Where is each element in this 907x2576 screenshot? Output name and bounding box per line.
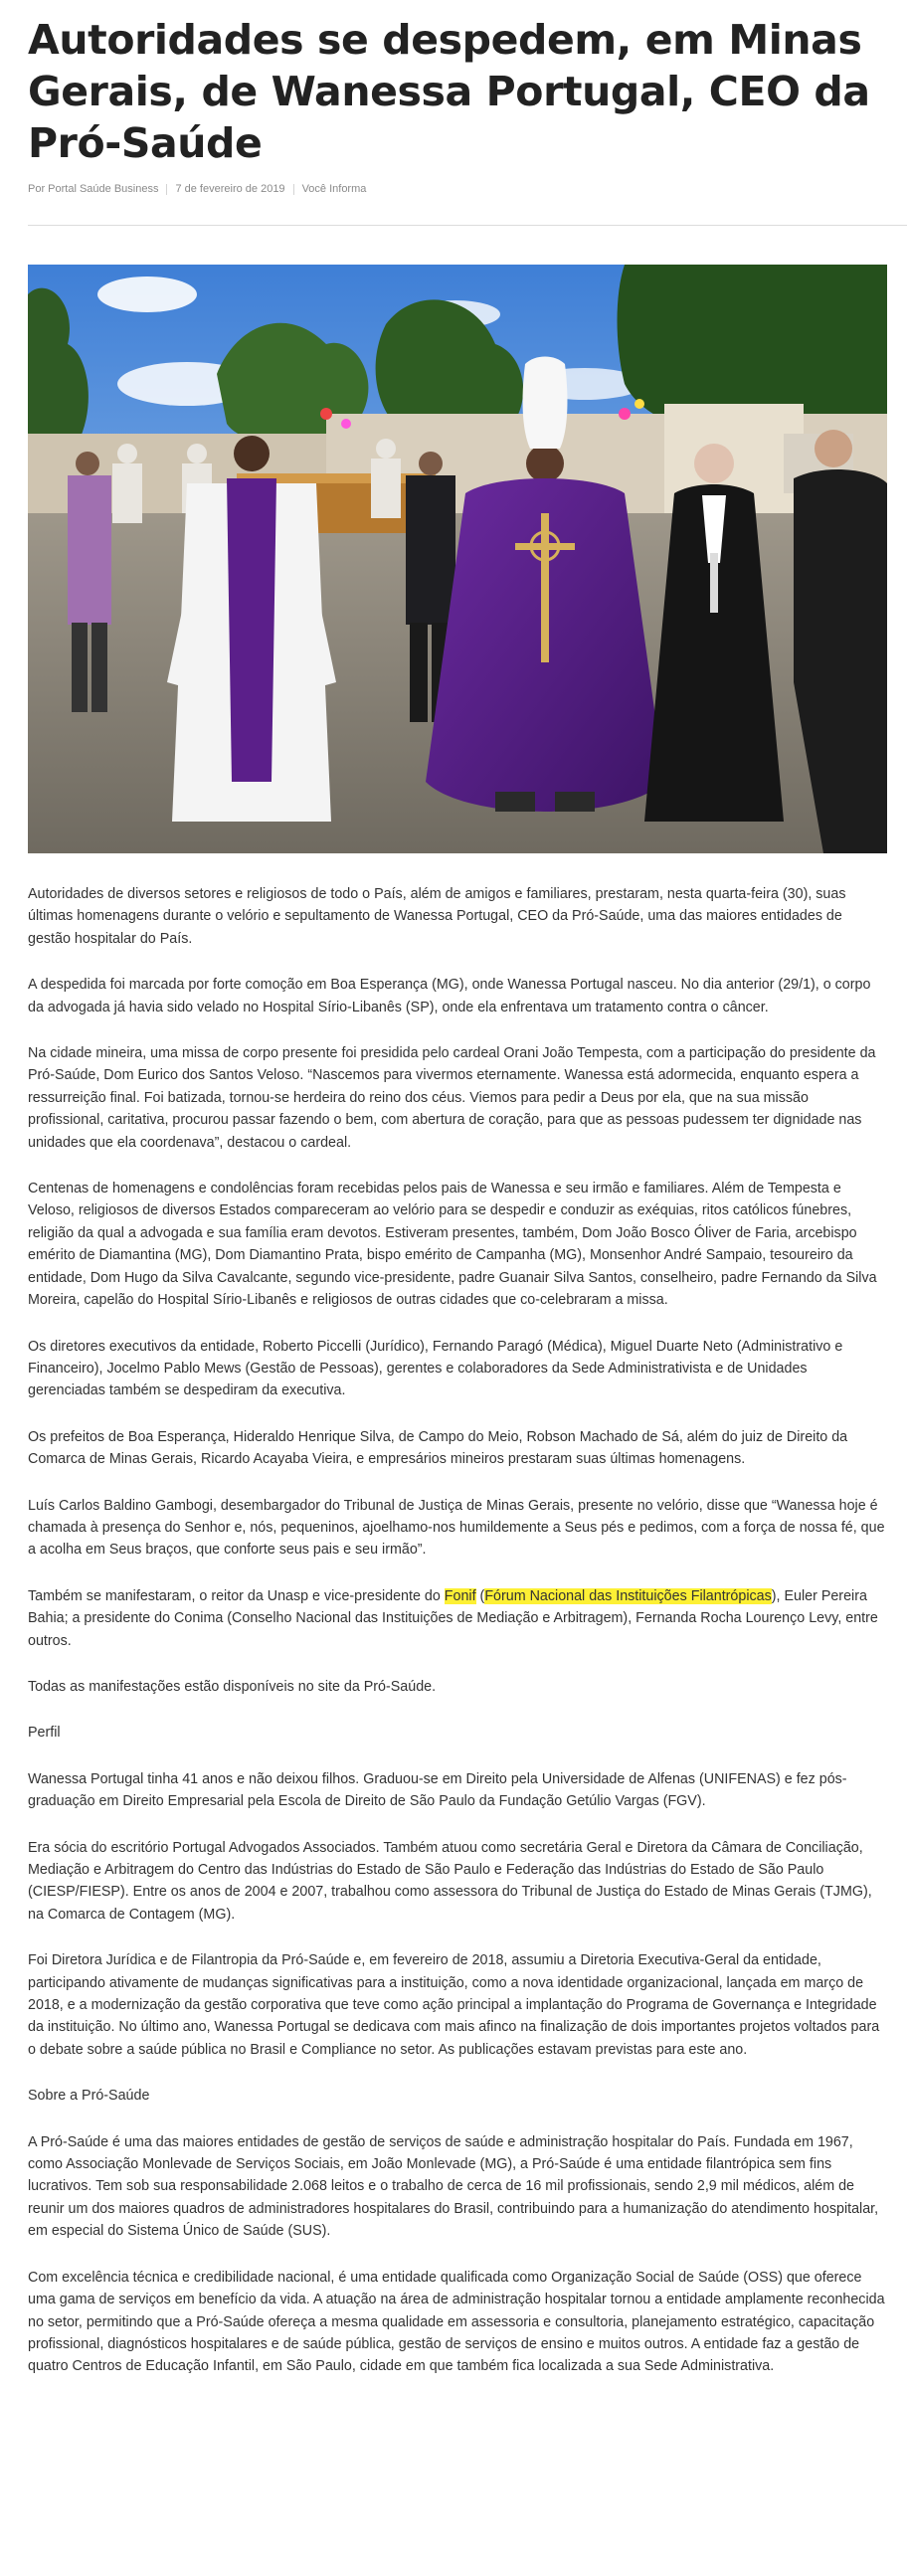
meta-divider bbox=[293, 184, 294, 195]
article-body bbox=[28, 883, 887, 2402]
meta-divider bbox=[166, 184, 167, 195]
body-paragraph: Foi Diretora Jurídica e de Filantropia da Pró-Saúde e, em fevereiro de 2018, assumiu a Diretoria Executiva-Geral da entidade, participando ativamente de mudanças significativas para a instituição, como a nova identidade organizacional, lançada em março de 2018, e a modernização da gestão corporativa que teve como ação principal a implantação do Programa de Governança e Integridade da instituição. No último ano, Wanessa Portugal se dedicava com mais afinco na finalização de dois importantes projetos voltados para o debate sobre a saúde pública no Brasil e Compliance no setor. As publicações estavam previstas para este ano. bbox=[28, 1952, 880, 2058]
body-paragraph: Os prefeitos de Boa Esperança, Hideraldo Henrique Silva, de Campo do Meio, Robson Machado de Sá, além do juiz de Direito da Comarca de Minas Gerais, Ricardo Acayaba Vieira, e empresários mineiros prestaram suas últimas homenagens. bbox=[28, 1428, 848, 1468]
body-paragraph: Luís Carlos Baldino Gambogi, desembargador do Tribunal de Justiça de Minas Gerais, presente no velório, disse que “Wanessa hoje é chamada à presença do Senhor e, nós, pequeninos, ajoelhamo-nos humildemente a Seus pés e pedimos, com a força de nossa fé, que a acolha em Seus braços, que conforte seus pais e seu irmão”. bbox=[28, 1497, 885, 1559]
body-paragraph: Era sócia do escritório Portugal Advogados Associados. Também atuou como secretária Geral e Diretora da Câmara de Conciliação, Mediação e Arbitragem do Centro das Indústrias do Estado de São Paulo e Federação das Indústrias do Estado de São Paulo (CIESP/FIESP). Entre os anos de 2004 e 2007, trabalhou como assessora do Tribunal de Justiça do Estado de Minas Gerais (TJMG), na Comarca de Contagem (MG). bbox=[28, 1839, 872, 1923]
body-paragraph bbox=[28, 1585, 887, 1652]
header-divider bbox=[28, 225, 907, 226]
highlighted-text: Fórum Nacional das Instituições Filantrópicas bbox=[484, 1587, 772, 1604]
paragraph-text: Também se manifestaram, o reitor da Unasp e vice-presidente do bbox=[28, 1587, 445, 1604]
article-meta bbox=[28, 183, 887, 195]
author-link[interactable]: Por Portal Saúde Business bbox=[28, 183, 159, 195]
section-heading-perfil: Perfil bbox=[28, 1725, 61, 1742]
body-paragraph: Na cidade mineira, uma missa de corpo presente foi presidida pelo cardeal Orani João Tempesta, com a participação do presidente da Pró-Saúde, Dom Eurico dos Santos Veloso. “Nascemos para vivermos eternamente. Wanessa está adormecida, enquanto espera a ressurreição final. Foi batizada, tornou-se herdeira do reino dos céus. Viemos para pedir a Deus por ela, que na sua missão profissional, caritativa, procurou passar fazendo o bem, com abertura de coração, para que as pessoas pudessem ter dignidade nas unidades que ela coordenava”, destacou o cardeal. bbox=[28, 1045, 876, 1151]
body-paragraph: Wanessa Portugal tinha 41 anos e não deixou filhos. Graduou-se em Direito pela Universidade de Alfenas (UNIFENAS) e fez pós-graduação em Direito Empresarial pela Escola de Direito de São Paulo da Fundação Getúlio Vargas (FGV). bbox=[28, 1770, 847, 1810]
article-header bbox=[28, 0, 887, 195]
body-paragraph: Com excelência técnica e credibilidade nacional, é uma entidade qualificada como Organização Social de Saúde (OSS) que oferece uma gama de serviços em benefício da vida. A atuação na área de administração hospitalar tornou a entidade amplamente reconhecida no setor, permitindo que a Pró-Saúde ofereça a mesma qualidade em assessoria e consultoria, planejamento estratégico, capacitação profissional, diagnósticos hospitalares e de saúde pública, gestão de serviços de ensino e muitos outros. A entidade faz a gestão de quatro Centros de Educação Infantil, em São Paulo, cidade em que também fica localizada a sua Sede Administrativa. bbox=[28, 2269, 885, 2375]
section-heading-sobre: Sobre a Pró-Saúde bbox=[28, 2088, 150, 2105]
body-paragraph: A Pró-Saúde é uma das maiores entidades de gestão de serviços de saúde e administração hospitalar do País. Fundada em 1967, como Associação Monlevade de Serviços Sociais, em João Monlevade (MG), a Pró-Saúde é uma entidade filantrópica sem fins lucrativos. Tem sob sua responsabilidade 2.068 leitos e o trabalho de cerca de 16 mil profissionais, sendo 2,9 mil médicos, além de reunir um dos maiores quadros de administradores hospitalares do Brasil, contribuindo para a humanização do atendimento hospitalar, em especial do Sistema Único de Saúde (SUS). bbox=[28, 2133, 879, 2240]
body-paragraph: Os diretores executivos da entidade, Roberto Piccelli (Jurídico), Fernando Paragó (Médica), Miguel Duarte Neto (Administrativo e Financeiro), Jocelmo Pablo Mews (Gestão de Pessoas), gerentes e colaboradores da Sede Administrativista e de Unidades gerenciadas também se despediram da executiva. bbox=[28, 1338, 843, 1399]
paragraph-text: ), Euler Pereira Bahia; a presidente do Conima (Conselho Nacional das Instituições de Mediação e Arbitragem), Fernanda Rocha Lourenço Levy, entre outros. bbox=[28, 1587, 878, 1649]
body-paragraph: Centenas de homenagens e condolências foram recebidas pelos pais de Wanessa e seu irmão e familiares. Além de Tempesta e Veloso, religiosos de diversos Estados compareceram ao velório para se despedir e conduzir as exéquias, ritos católicos fúnebres, religião da qual a advogada e sua família eram devotos. Estiveram presentes, também, Dom João Bosco Óliver de Faria, arcebispo emérito de Diamantina (MG), Dom Diamantino Prata, bispo emérito de Campanha (MG), Monsenhor André Sampaio, tesoureiro da entidade, Dom Hugo da Silva Cavalcante, segundo vice-presidente, padre Guanair Silva Santos, conselheiro, padre Fernando da Silva Moreira, capelão do Hospital Sírio-Libanês e religiosos de outras cidades que co-celebraram a missa. bbox=[28, 1181, 877, 1309]
article-title: Autoridades se despedem, em Minas Gerais, de Wanessa Portugal, CEO da Pró-Saúde bbox=[28, 16, 870, 167]
body-paragraph: A despedida foi marcada por forte comoção em Boa Esperança (MG), onde Wanessa Portugal nasceu. No dia anterior (29/1), o corpo da advogada já havia sido velado no Hospital Sírio-Libanês (SP), onde ela enfrentava um tratamento contra o câncer. bbox=[28, 977, 871, 1015]
paragraph-text: ( bbox=[475, 1587, 485, 1604]
article-photo bbox=[28, 265, 887, 853]
publish-date: 7 de fevereiro de 2019 bbox=[175, 183, 285, 195]
category-link[interactable]: Você Informa bbox=[301, 183, 367, 195]
fonif-link[interactable]: Fonif bbox=[444, 1587, 476, 1604]
body-paragraph: Autoridades de diversos setores e religiosos de todo o País, além de amigos e familiares, prestaram, nesta quarta-feira (30), suas últimas homenagens durante o velório e sepultamento de Wanessa Portugal, CEO da Pró-Saúde, uma das maiores entidades de gestão hospitalar do País. bbox=[28, 886, 846, 947]
body-paragraph: Todas as manifestações estão disponíveis no site da Pró-Saúde. bbox=[28, 1678, 437, 1695]
